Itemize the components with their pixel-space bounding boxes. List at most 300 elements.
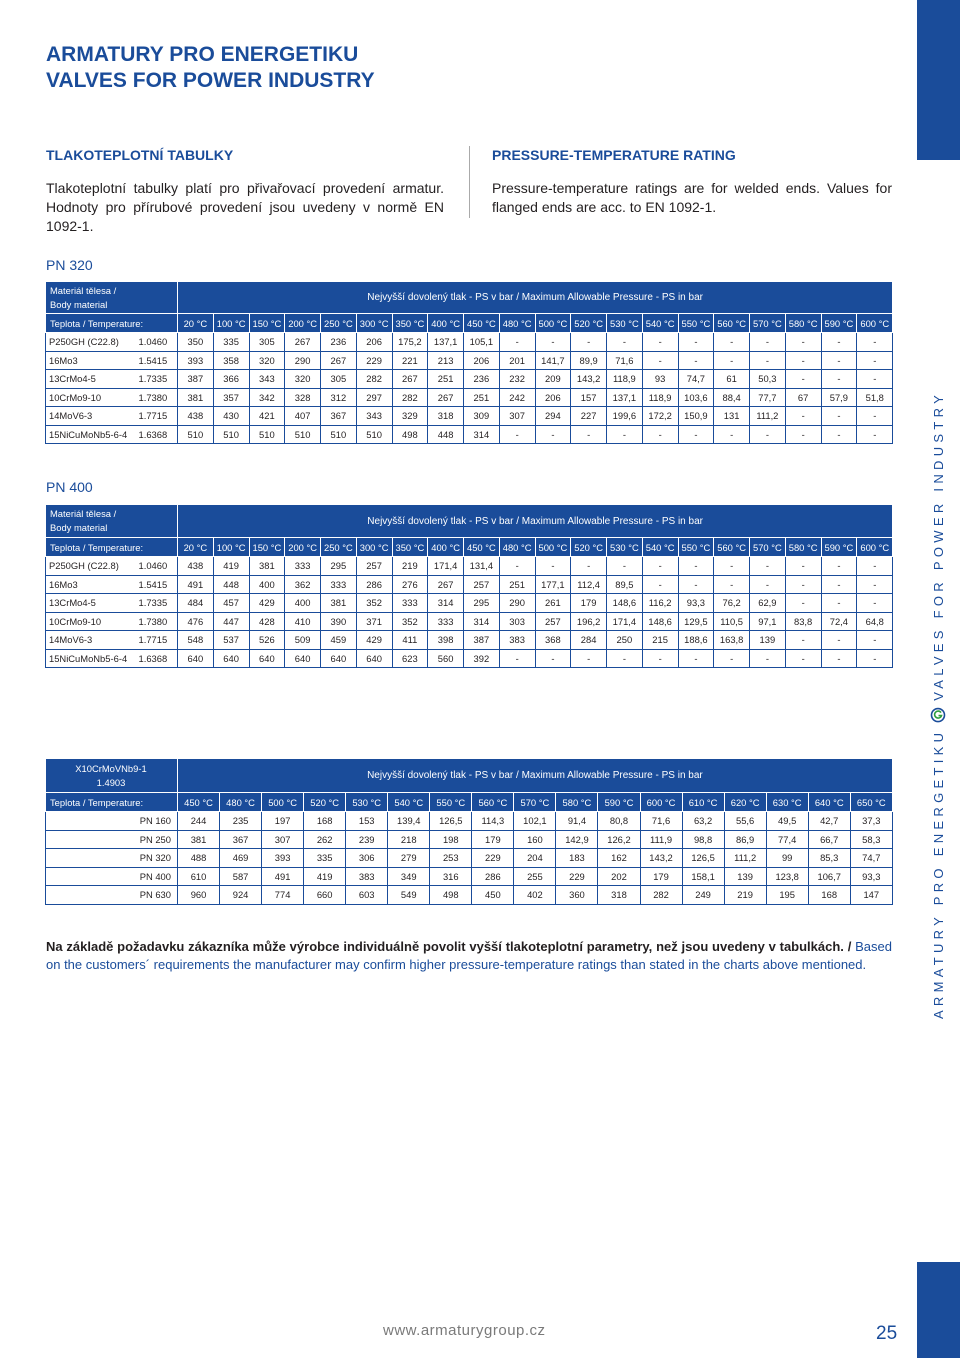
material-number: 1.5415 xyxy=(138,575,178,594)
side-tab-bottom xyxy=(917,1262,960,1358)
pressure-value: 37,3 xyxy=(850,812,892,831)
pressure-value: 50,3 xyxy=(750,370,786,389)
pressure-value: - xyxy=(857,333,893,352)
pressure-value: - xyxy=(857,425,893,444)
pressure-value: 393 xyxy=(178,351,214,370)
pressure-value: - xyxy=(678,425,714,444)
pressure-value: 549 xyxy=(388,886,430,905)
temperature-header: 540 °C xyxy=(388,793,430,812)
pressure-value: 171,4 xyxy=(607,612,643,631)
temperature-header: 640 °C xyxy=(808,793,850,812)
pressure-value: 603 xyxy=(346,886,388,905)
pressure-value: - xyxy=(821,594,857,613)
temperature-header: 580 °C xyxy=(785,314,821,333)
x10-table xyxy=(45,758,893,905)
pressure-value: 77,7 xyxy=(750,388,786,407)
pressure-value: 393 xyxy=(262,849,304,868)
pressure-value: 89,5 xyxy=(607,575,643,594)
pressure-value: 51,8 xyxy=(857,388,893,407)
pressure-value: 383 xyxy=(346,867,388,886)
pressure-title: Nejvyšší dovolený tlak - PS v bar / Maximum Allowable Pressure - PS in bar xyxy=(178,282,893,314)
pressure-value: 163,8 xyxy=(714,631,750,650)
pressure-value: 362 xyxy=(285,575,321,594)
pn400-label: PN 400 xyxy=(46,479,93,495)
pressure-value: 85,3 xyxy=(808,849,850,868)
pressure-value: - xyxy=(857,407,893,426)
pressure-value: 366 xyxy=(213,370,249,389)
pressure-value: 303 xyxy=(499,612,535,631)
pressure-value: 430 xyxy=(213,407,249,426)
pressure-value: - xyxy=(785,594,821,613)
pressure-value: 290 xyxy=(499,594,535,613)
pressure-value: 314 xyxy=(428,594,464,613)
pressure-value: 251 xyxy=(499,575,535,594)
pressure-value: - xyxy=(535,425,571,444)
pressure-value: - xyxy=(571,649,607,668)
pressure-value: 390 xyxy=(321,612,357,631)
pn400-tbody xyxy=(46,505,893,668)
pressure-value: 381 xyxy=(178,388,214,407)
pressure-value: 398 xyxy=(428,631,464,650)
pressure-value: - xyxy=(821,351,857,370)
pressure-value: 342 xyxy=(249,388,285,407)
pressure-value: 294 xyxy=(535,407,571,426)
temperature-header: 530 °C xyxy=(346,793,388,812)
temperature-header: 300 °C xyxy=(356,314,392,333)
pressure-value: - xyxy=(642,351,678,370)
temperature-header: 590 °C xyxy=(821,314,857,333)
pressure-value: 150,9 xyxy=(678,407,714,426)
pressure-value: 137,1 xyxy=(428,333,464,352)
pressure-value: 253 xyxy=(430,849,472,868)
pressure-value: 509 xyxy=(285,631,321,650)
page-number: 25 xyxy=(876,1323,898,1344)
pressure-value: 179 xyxy=(472,830,514,849)
material-name: P250GH (C22.8) xyxy=(46,557,138,576)
pressure-value: 97,1 xyxy=(750,612,786,631)
pressure-value: - xyxy=(857,351,893,370)
pressure-value: 349 xyxy=(388,867,430,886)
material-number: 1.7715 xyxy=(138,407,178,426)
pressure-value: 236 xyxy=(464,370,500,389)
pressure-value: 510 xyxy=(321,425,357,444)
pressure-value: 640 xyxy=(178,649,214,668)
temperature-header: 600 °C xyxy=(857,314,893,333)
temperature-row xyxy=(46,538,893,557)
pressure-value: 438 xyxy=(178,557,214,576)
pressure-value: 102,1 xyxy=(514,812,556,831)
temperature-header: 540 °C xyxy=(642,314,678,333)
table-row xyxy=(46,612,893,631)
pressure-value: 276 xyxy=(392,575,428,594)
pressure-value: 131,4 xyxy=(464,557,500,576)
pressure-value: 343 xyxy=(249,370,285,389)
temperature-header: 500 °C xyxy=(262,793,304,812)
pressure-value: 305 xyxy=(321,370,357,389)
pressure-value: 267 xyxy=(321,351,357,370)
temperature-header: 400 °C xyxy=(428,538,464,557)
temperature-header: 570 °C xyxy=(514,793,556,812)
temperature-header: 100 °C xyxy=(213,538,249,557)
temperature-header: 150 °C xyxy=(249,314,285,333)
pressure-value: 358 xyxy=(213,351,249,370)
pressure-value: 110,5 xyxy=(714,612,750,631)
website-link[interactable]: www.armaturygroup.cz xyxy=(383,1322,546,1339)
pressure-value: - xyxy=(642,649,678,668)
pressure-value: 333 xyxy=(321,575,357,594)
footnote xyxy=(46,938,892,974)
pressure-value: 123,8 xyxy=(766,867,808,886)
pressure-value: 88,4 xyxy=(714,388,750,407)
pressure-value: - xyxy=(821,370,857,389)
pressure-value: 112,4 xyxy=(571,575,607,594)
pressure-value: 640 xyxy=(285,649,321,668)
pressure-value: 407 xyxy=(285,407,321,426)
temperature-header: 500 °C xyxy=(535,314,571,333)
pressure-value: 244 xyxy=(178,812,220,831)
pressure-value: 257 xyxy=(356,557,392,576)
pressure-value: 387 xyxy=(178,370,214,389)
pressure-value: 333 xyxy=(285,557,321,576)
pressure-value: 318 xyxy=(598,886,640,905)
temperature-header: 560 °C xyxy=(472,793,514,812)
pressure-value: 510 xyxy=(213,425,249,444)
pressure-value: - xyxy=(857,594,893,613)
pressure-value: 171,4 xyxy=(428,557,464,576)
table-row xyxy=(46,557,893,576)
pressure-value: 105,1 xyxy=(464,333,500,352)
table-row xyxy=(46,649,893,668)
pressure-value: - xyxy=(750,425,786,444)
pressure-class: PN 400 xyxy=(46,867,178,886)
pressure-value: 329 xyxy=(392,407,428,426)
pressure-value: - xyxy=(857,575,893,594)
pressure-value: 198 xyxy=(430,830,472,849)
pressure-value: 67 xyxy=(785,388,821,407)
pressure-value: 118,9 xyxy=(642,388,678,407)
pressure-value: 498 xyxy=(392,425,428,444)
side-vertical-text xyxy=(930,391,946,1019)
pressure-value: 335 xyxy=(213,333,249,352)
pressure-value: 201 xyxy=(499,351,535,370)
pressure-value: 206 xyxy=(464,351,500,370)
pressure-value: 147 xyxy=(850,886,892,905)
pressure-value: 160 xyxy=(514,830,556,849)
pressure-value: 219 xyxy=(392,557,428,576)
temperature-header: 450 °C xyxy=(464,538,500,557)
pressure-value: 118,9 xyxy=(607,370,643,389)
pressure-value: 400 xyxy=(249,575,285,594)
temperature-header: 560 °C xyxy=(714,538,750,557)
pressure-value: 93,3 xyxy=(850,867,892,886)
table-row xyxy=(46,830,893,849)
temperature-header: 630 °C xyxy=(766,793,808,812)
pressure-value: 257 xyxy=(464,575,500,594)
pressure-value: 172,2 xyxy=(642,407,678,426)
pressure-value: 129,5 xyxy=(678,612,714,631)
pressure-value: 660 xyxy=(304,886,346,905)
pressure-value: 309 xyxy=(464,407,500,426)
table-row xyxy=(46,594,893,613)
pressure-value: 106,7 xyxy=(808,867,850,886)
pressure-value: 548 xyxy=(178,631,214,650)
pressure-value: - xyxy=(571,557,607,576)
pressure-value: 312 xyxy=(321,388,357,407)
temperature-label: Teplota / Temperature: xyxy=(46,793,178,812)
material-header xyxy=(46,505,178,538)
pressure-value: - xyxy=(750,333,786,352)
pressure-value: - xyxy=(678,575,714,594)
pressure-value: - xyxy=(714,425,750,444)
pressure-value: 188,6 xyxy=(678,631,714,650)
pressure-value: - xyxy=(821,575,857,594)
material-number: 1.0460 xyxy=(138,557,178,576)
temperature-label: Teplota / Temperature: xyxy=(46,538,178,557)
temperature-header: 500 °C xyxy=(535,538,571,557)
pressure-value: 99 xyxy=(766,849,808,868)
pressure-value: 71,6 xyxy=(607,351,643,370)
pressure-value: 153 xyxy=(346,812,388,831)
pressure-value: 371 xyxy=(356,612,392,631)
pressure-value: 71,6 xyxy=(640,812,682,831)
pressure-value: 360 xyxy=(556,886,598,905)
pressure-title: Nejvyšší dovolený tlak - PS v bar / Maximum Allowable Pressure - PS in bar xyxy=(178,505,893,538)
material-header-line1: X10CrMoVNb9-1 xyxy=(75,762,147,774)
pressure-value: 143,2 xyxy=(571,370,607,389)
pressure-value: - xyxy=(535,333,571,352)
pressure-value: 251 xyxy=(464,388,500,407)
temperature-header: 480 °C xyxy=(499,538,535,557)
material-number: 1.6368 xyxy=(138,649,178,668)
pressure-value: 183 xyxy=(556,849,598,868)
pressure-value: 91,4 xyxy=(556,812,598,831)
pressure-value: 491 xyxy=(262,867,304,886)
pressure-value: 295 xyxy=(321,557,357,576)
pressure-value: - xyxy=(857,370,893,389)
pressure-value: 267 xyxy=(285,333,321,352)
pressure-value: 357 xyxy=(213,388,249,407)
pressure-value: 89,9 xyxy=(571,351,607,370)
temperature-header: 540 °C xyxy=(642,538,678,557)
pressure-value: - xyxy=(678,557,714,576)
pressure-value: - xyxy=(714,575,750,594)
table-row xyxy=(46,849,893,868)
pressure-value: 335 xyxy=(304,849,346,868)
table-row xyxy=(46,333,893,352)
pressure-value: 367 xyxy=(321,407,357,426)
pressure-value: - xyxy=(607,333,643,352)
pressure-value: 42,7 xyxy=(808,812,850,831)
pressure-value: - xyxy=(857,557,893,576)
temperature-header: 350 °C xyxy=(392,538,428,557)
material-name: P250GH (C22.8) xyxy=(46,333,138,352)
pressure-value: 195 xyxy=(766,886,808,905)
pressure-value: - xyxy=(785,370,821,389)
pressure-value: - xyxy=(678,333,714,352)
pressure-value: 139 xyxy=(750,631,786,650)
pressure-value: 249 xyxy=(682,886,724,905)
pressure-value: 116,2 xyxy=(642,594,678,613)
pressure-value: 402 xyxy=(514,886,556,905)
temperature-header: 100 °C xyxy=(213,314,249,333)
pressure-value: 623 xyxy=(392,649,428,668)
temperature-header: 520 °C xyxy=(571,314,607,333)
pressure-value: 314 xyxy=(464,425,500,444)
temperature-header: 200 °C xyxy=(285,538,321,557)
pressure-value: - xyxy=(678,649,714,668)
temperature-header: 560 °C xyxy=(714,314,750,333)
pressure-value: 72,4 xyxy=(821,612,857,631)
pressure-value: 209 xyxy=(535,370,571,389)
pressure-value: 229 xyxy=(472,849,514,868)
material-header-line2: Body material xyxy=(50,522,108,533)
title-en: VALVES FOR POWER INDUSTRY xyxy=(46,69,375,92)
material-number: 1.0460 xyxy=(138,333,178,352)
pressure-value: 774 xyxy=(262,886,304,905)
pressure-value: 262 xyxy=(304,830,346,849)
pressure-value: 318 xyxy=(428,407,464,426)
pressure-value: 143,2 xyxy=(640,849,682,868)
temperature-header: 250 °C xyxy=(321,314,357,333)
pressure-value: - xyxy=(750,351,786,370)
pressure-value: 49,5 xyxy=(766,812,808,831)
pressure-value: 448 xyxy=(428,425,464,444)
footnote-cz: Na základě požadavku zákazníka může výrobce individuálně povolit vyšší tlakoteplotní parametry, než jsou uvedeny v tabulkách. / xyxy=(46,939,852,954)
table-row xyxy=(46,370,893,389)
material-header xyxy=(46,282,178,314)
pressure-value: 131 xyxy=(714,407,750,426)
temperature-header: 590 °C xyxy=(821,538,857,557)
material-name: 15NiCuMoNb5-6-4 xyxy=(46,425,138,444)
pressure-value: 219 xyxy=(724,886,766,905)
pressure-value: 307 xyxy=(262,830,304,849)
table-row xyxy=(46,407,893,426)
pressure-value: 157 xyxy=(571,388,607,407)
pressure-value: 111,2 xyxy=(724,849,766,868)
material-number: 1.7380 xyxy=(138,612,178,631)
pressure-value: 429 xyxy=(249,594,285,613)
pressure-value: 93,3 xyxy=(678,594,714,613)
pressure-value: - xyxy=(499,649,535,668)
temperature-header: 530 °C xyxy=(607,314,643,333)
pressure-value: - xyxy=(535,649,571,668)
pressure-value: - xyxy=(642,575,678,594)
pressure-title: Nejvyšší dovolený tlak - PS v bar / Maximum Allowable Pressure - PS in bar xyxy=(178,759,893,793)
pressure-value: 267 xyxy=(428,388,464,407)
pressure-value: 510 xyxy=(178,425,214,444)
side-text-left: ARMATURY PRO ENERGETIKU xyxy=(930,728,946,1020)
pressure-value: 227 xyxy=(571,407,607,426)
pressure-value: 261 xyxy=(535,594,571,613)
pressure-value: 368 xyxy=(535,631,571,650)
pressure-value: - xyxy=(785,425,821,444)
material-number: 1.7335 xyxy=(138,370,178,389)
temperature-label: Teplota / Temperature: xyxy=(46,314,178,333)
pressure-value: 139,4 xyxy=(388,812,430,831)
material-number: 1.7380 xyxy=(138,388,178,407)
pressure-value: 74,7 xyxy=(850,849,892,868)
pressure-value: 484 xyxy=(178,594,214,613)
table-row xyxy=(46,425,893,444)
temperature-header: 580 °C xyxy=(556,793,598,812)
pressure-class: PN 630 xyxy=(46,886,178,905)
side-tab-top xyxy=(917,0,960,160)
pressure-value: - xyxy=(499,333,535,352)
temperature-row xyxy=(46,793,893,812)
pressure-value: 57,9 xyxy=(821,388,857,407)
pressure-value: 448 xyxy=(213,575,249,594)
pressure-value: 199,6 xyxy=(607,407,643,426)
material-header-line1: Materiál tělesa / xyxy=(50,284,117,296)
footnote-en: Based on the customers´ requirements the manufacturer may confirm higher pressure-temperature ratings than stated in the charts above mentioned. xyxy=(46,939,892,972)
pressure-value: 510 xyxy=(356,425,392,444)
pressure-value: 316 xyxy=(430,867,472,886)
temperature-header: 350 °C xyxy=(392,314,428,333)
pressure-value: 103,6 xyxy=(678,388,714,407)
pressure-value: - xyxy=(499,557,535,576)
column-divider xyxy=(469,146,470,218)
temperature-header: 520 °C xyxy=(571,538,607,557)
temperature-header: 530 °C xyxy=(607,538,643,557)
pressure-value: - xyxy=(785,557,821,576)
pressure-value: 457 xyxy=(213,594,249,613)
pressure-value: 587 xyxy=(220,867,262,886)
pressure-value: 148,6 xyxy=(642,612,678,631)
pressure-value: 255 xyxy=(514,867,556,886)
temperature-header: 400 °C xyxy=(428,314,464,333)
pressure-value: 320 xyxy=(285,370,321,389)
material-header xyxy=(46,759,178,793)
title-cz: ARMATURY PRO ENERGETIKU xyxy=(46,43,359,66)
material-name: 10CrMo9-10 xyxy=(46,612,138,631)
temperature-header: 590 °C xyxy=(598,793,640,812)
pressure-value: 66,7 xyxy=(808,830,850,849)
pressure-value: - xyxy=(821,425,857,444)
temperature-header: 150 °C xyxy=(249,538,285,557)
pressure-value: 221 xyxy=(392,351,428,370)
pressure-value: 381 xyxy=(249,557,285,576)
material-number: 1.6368 xyxy=(138,425,178,444)
temperature-header: 550 °C xyxy=(678,314,714,333)
pressure-value: 168 xyxy=(808,886,850,905)
pressure-value: - xyxy=(785,575,821,594)
pressure-value: - xyxy=(857,631,893,650)
pressure-value: 63,2 xyxy=(682,812,724,831)
pressure-value: - xyxy=(714,333,750,352)
cz-text: Tlakoteplotní tabulky platí pro přivařovací provedení armatur. Hodnoty pro přírubové provedení jsou uvedeny v normě EN 1092-1. xyxy=(46,180,444,234)
pressure-value: 267 xyxy=(428,575,464,594)
pressure-value: 80,8 xyxy=(598,812,640,831)
pressure-value: 215 xyxy=(642,631,678,650)
pressure-value: - xyxy=(857,649,893,668)
pressure-value: 58,3 xyxy=(850,830,892,849)
side-text-right: VALVES FOR POWER INDUSTRY xyxy=(930,390,946,701)
pressure-value: 328 xyxy=(285,388,321,407)
pressure-value: 229 xyxy=(356,351,392,370)
pressure-value: 498 xyxy=(430,886,472,905)
pressure-value: 469 xyxy=(220,849,262,868)
pressure-value: - xyxy=(607,425,643,444)
pressure-value: 640 xyxy=(213,649,249,668)
pressure-value: 162 xyxy=(598,849,640,868)
pressure-value: 126,5 xyxy=(682,849,724,868)
pressure-value: 450 xyxy=(472,886,514,905)
pressure-value: 76,2 xyxy=(714,594,750,613)
pressure-value: - xyxy=(714,557,750,576)
pressure-value: 924 xyxy=(220,886,262,905)
pressure-value: 218 xyxy=(388,830,430,849)
pressure-value: 297 xyxy=(356,388,392,407)
